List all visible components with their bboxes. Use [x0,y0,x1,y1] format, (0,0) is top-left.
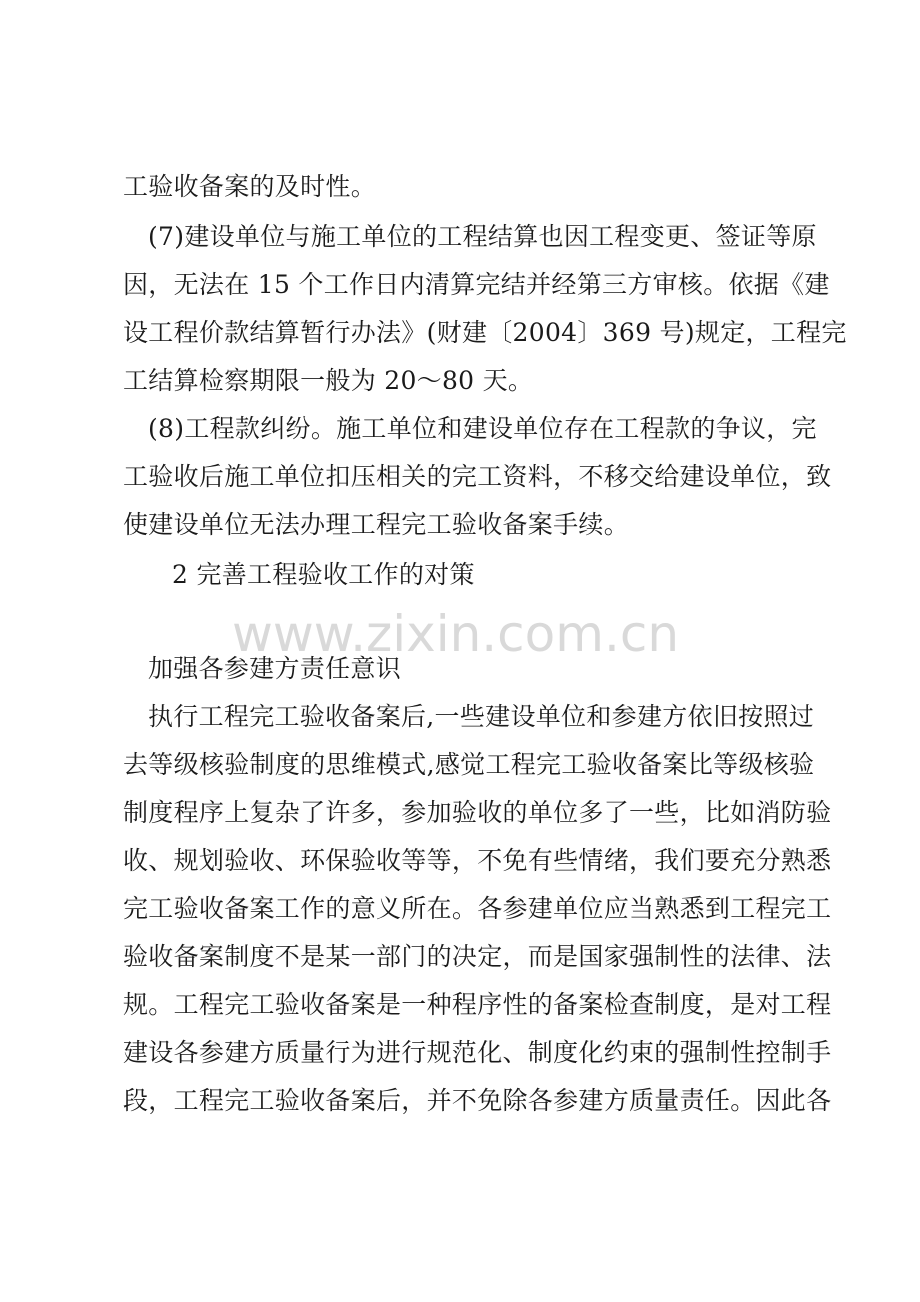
text-line-3: 因，无法在 15 个工作日内清算完结并经第三方审核。依据《建 [123,270,830,299]
section-heading: 2 完善工程验收工作的对策 [172,560,475,589]
text-line-5: 工结算检察期限一般为 20～80 天。 [123,366,534,395]
text-line-13: 制度程序上复杂了许多，参加验收的单位多了一些，比如消防验 [123,798,832,827]
text-line-8: 使建设单位无法办理工程完工验收备案手续。 [123,510,630,539]
text-line-7: 工验收后施工单位扣压相关的完工资料，不移交给建设单位，致 [123,462,832,491]
watermark: www.zixin.com.cn [232,605,680,663]
text-line-17: 规。工程完工验收备案是一种程序性的备案检查制度，是对工程 [123,990,832,1019]
text-line-16: 验收备案制度不是某一部门的决定，而是国家强制性的法律、法 [123,942,832,971]
text-line-14: 收、规划验收、环保验收等等，不免有些情绪，我们要充分熟悉 [123,846,832,875]
text-line-12: 去等级核验制度的思维模式,感觉工程完工验收备案比等级核验 [123,750,815,779]
text-line-18: 建设各参建方质量行为进行规范化、制度化约束的强制性控制手 [123,1038,832,1067]
text-line-4: 设工程价款结算暂行办法》(财建〔2004〕369 号)规定，工程完 [123,318,847,347]
text-line-15: 完工验收备案工作的意义所在。各参建单位应当熟悉到工程完工 [123,894,832,923]
text-line-19: 段，工程完工验收备案后，并不免除各参建方质量责任。因此各 [123,1086,832,1115]
text-line-11: 执行工程完工验收备案后,一些建设单位和参建方依旧按照过 [148,702,815,731]
text-line-2: (7)建设单位与施工单位的工程结算也因工程变更、签证等原 [148,222,817,251]
text-line-6: (8)工程款纠纷。施工单位和建设单位存在工程款的争议，完 [148,414,817,443]
text-line-1: 工验收备案的及时性。 [123,172,377,201]
subsection-heading: 加强各参建方责任意识 [148,654,402,683]
